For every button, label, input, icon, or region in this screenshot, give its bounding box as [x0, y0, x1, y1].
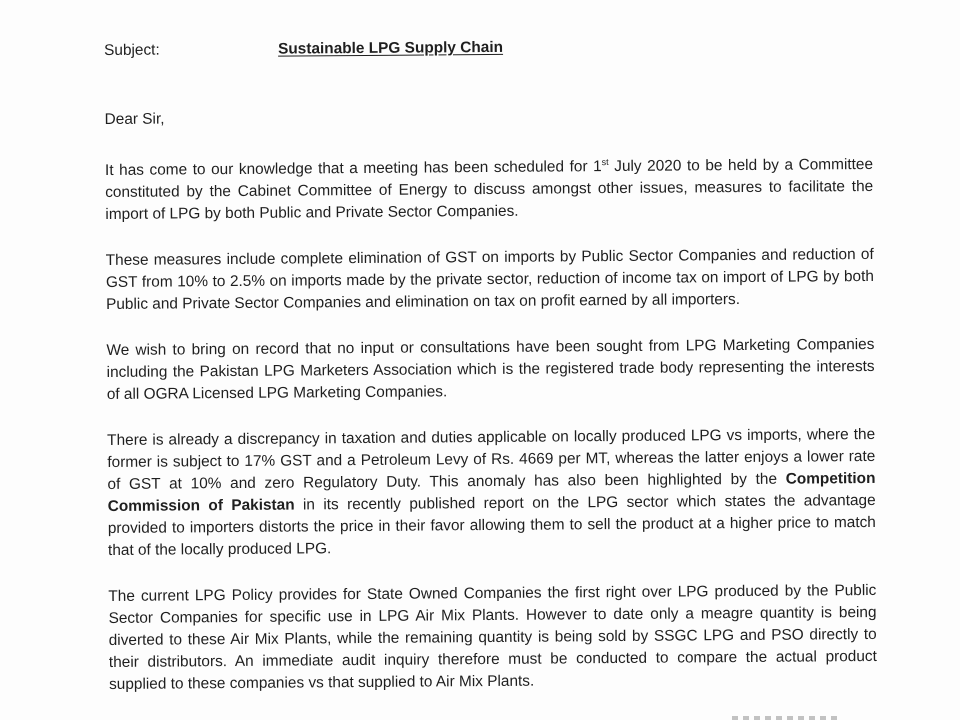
paragraph-meeting-text-b: July 2020 to be held by a Committee constituted by the Cabinet Committee of Energy to discuss amongst other issues, measures to facilitate the import of LPG by both Public and Private Sector Companies.	[105, 155, 874, 223]
ordinal-suffix: st	[601, 157, 609, 168]
salutation: Dear Sir,	[104, 110, 165, 128]
paragraph-consultation: We wish to bring on record that no input or consultations have been sought from LPG Marketing Companies including the Pakistan LPG Marketers Association which is the registered trade body representing the interests of all OGRA Licensed LPG Marketing Companies.	[106, 335, 875, 403]
commission-name: Competition Commission of Pakistan	[107, 469, 876, 515]
letter-body	[104, 34, 877, 696]
paragraph-measures: These measures include complete elimination of GST on imports by Public Sector Companies and reduction of GST from 10% to 2.5% on imports made by the private sector, reduction of income tax on import of LPG by both Public and Private Sector Companies and elimination on tax on profit earned by all importers.	[105, 245, 874, 313]
subject-title: Sustainable LPG Supply Chain	[278, 38, 504, 58]
subject-label: Subject:	[104, 41, 160, 59]
paragraph-meeting	[105, 154, 873, 226]
subject-line	[104, 34, 872, 64]
paragraph-policy: The current LPG Policy provides for State Owned Companies the first right over LPG produced by the Public Sector Companies for specific use in LPG Air Mix Plants. However to date only a meagre quantity is being diverted to these Air Mix Plants, while the remaining quantity is being sold by SSGC LPG and PSO directly to their distributors. An immediate audit inquiry therefore must be conducted to compare the actual product supplied to these companies vs that supplied to Air Mix Plants.	[108, 581, 877, 693]
paragraph-discrepancy-text-a: There is already a discrepancy in taxation and duties applicable on locally produced LPG vs imports, where the former is subject to 17% GST and a Petroleum Levy of Rs. 4669 per MT, whereas the latter enjoys a lower rate of GST at 10% and zero Regulatory Duty. This anomaly has also been highlighted by the	[107, 425, 876, 493]
paragraph-meeting-text-a: It has come to our knowledge that a meeting has been scheduled for 1	[104, 158, 602, 179]
paragraph-discrepancy	[107, 424, 876, 562]
paragraph-discrepancy-text-b: in its recently published report on the LPG sector which states the advantage provided to importers distorts the price in their favor allowing them to sell the product at a higher price to match that of the locally produced LPG.	[107, 491, 876, 559]
cut-off-text-fragment	[732, 716, 842, 720]
